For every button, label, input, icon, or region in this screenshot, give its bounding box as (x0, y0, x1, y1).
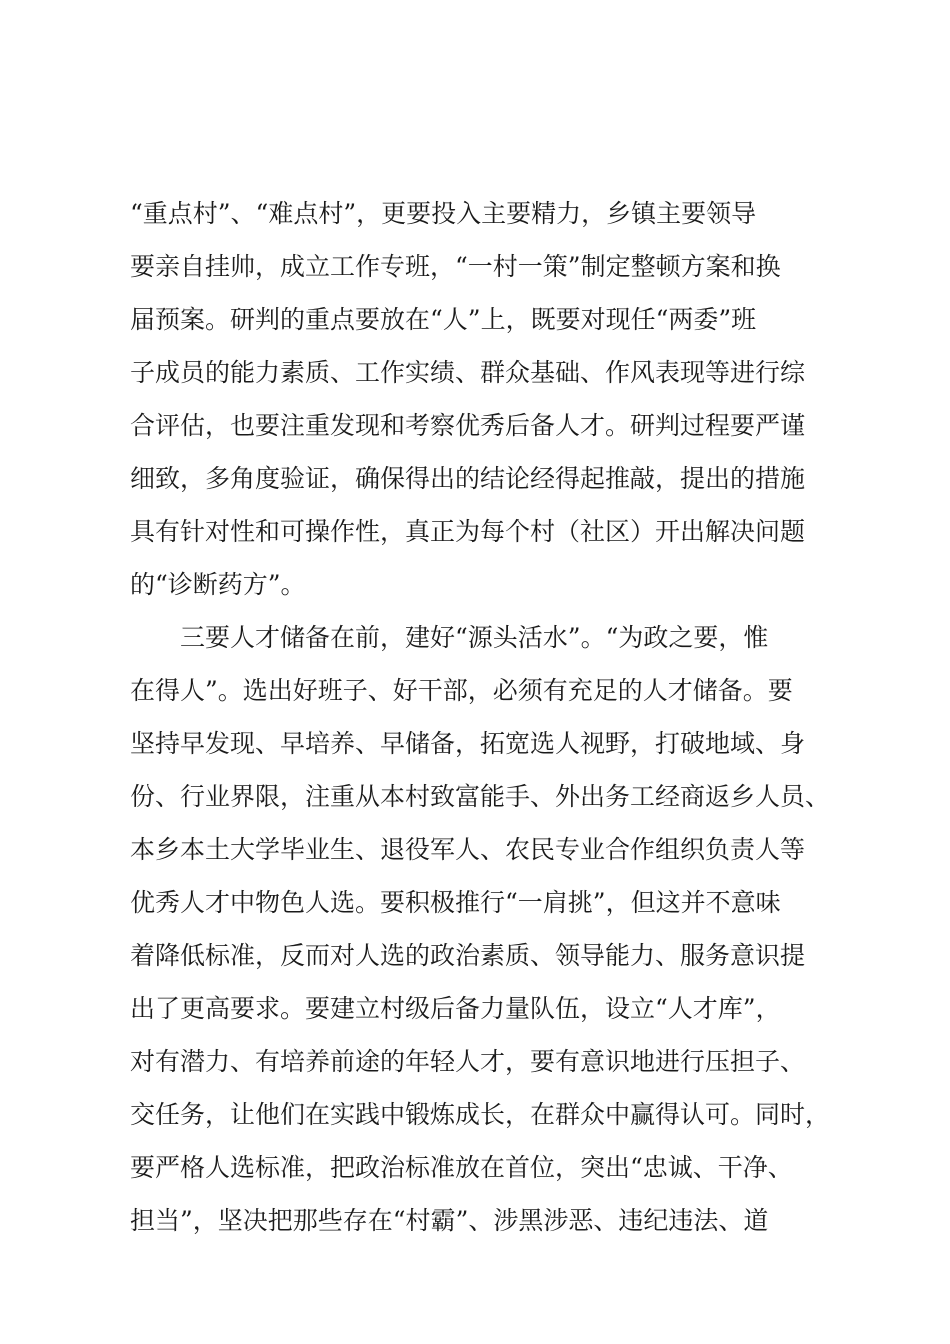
text-line: 份、行业界限，注重从本村致富能手、外出务工经商返乡人员、 (130, 782, 831, 811)
text-line: 要严格人选标准，把政治标准放在首位，突出“忠诚、干净、 (130, 1153, 793, 1182)
text-line: 出了更高要求。要建立村级后备力量队伍，设立“人才库”， (130, 994, 781, 1023)
text-line: 子成员的能力素质、工作实绩、群众基础、作风表现等进行综 (130, 358, 806, 387)
text-line: 担当”，坚决把那些存在“村霸”、涉黑涉恶、违纪违法、道 (130, 1206, 769, 1235)
text-line: 本乡本土大学毕业生、退役军人、农民专业合作组织负责人等 (130, 835, 806, 864)
text-line: 优秀人才中物色人选。要积极推行“一肩挑”，但这并不意味 (130, 888, 781, 917)
text-line: 届预案。研判的重点要放在“人”上，既要对现任“两委”班 (130, 305, 757, 334)
text-line: 具有针对性和可操作性，真正为每个村（社区）开出解决问题 (130, 517, 806, 546)
text-line: 细致，多角度验证，确保得出的结论经得起推敲，提出的措施 (130, 464, 806, 493)
text-line: 着降低标准，反而对人选的政治素质、领导能力、服务意识提 (130, 941, 806, 970)
text-line: “重点村”、“难点村”，更要投入主要精力，乡镇主要领导 (130, 199, 757, 228)
text-line: 合评估，也要注重发现和考察优秀后备人才。研判过程要严谨 (130, 411, 806, 440)
text-line: 的“诊断药方”。 (130, 570, 306, 599)
text-line: 交任务，让他们在实践中锻炼成长，在群众中赢得认可。同时， (130, 1100, 831, 1129)
text-line: 要亲自挂帅，成立工作专班，“一村一策”制定整顿方案和换 (130, 252, 781, 281)
text-line: 坚持早发现、早培养、早储备，拓宽选人视野，打破地域、身 (130, 729, 806, 758)
paragraph-first-line: 三要人才储备在前，建好“源头活水”。“为政之要，惟 (180, 623, 769, 652)
text-line: 在得人”。选出好班子、好干部，必须有充足的人才储备。要 (130, 676, 793, 705)
text-line: 对有潜力、有培养前途的年轻人才，要有意识地进行压担子、 (130, 1047, 806, 1076)
